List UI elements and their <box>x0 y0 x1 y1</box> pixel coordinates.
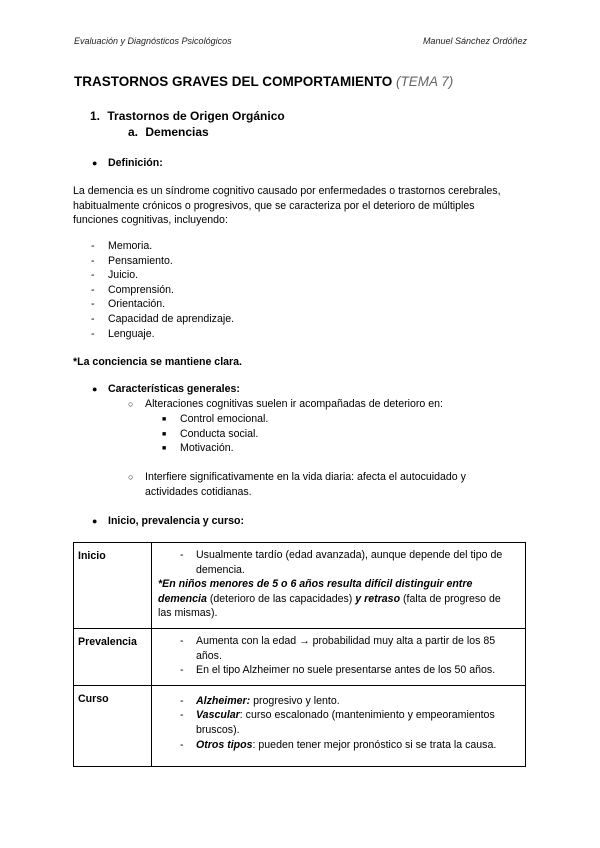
inicio-heading-label: Inicio, prevalencia y curso: <box>108 515 245 527</box>
row-label: Curso <box>74 685 152 766</box>
list-item: - Juicio. <box>91 269 139 282</box>
caracteristicas-item: ○ Interfiere significativamente en la vida diaria: afecta el autocuidado y actividades cotidianas. <box>128 471 466 498</box>
table-row <box>74 628 526 685</box>
list-item: - Capacidad de aprendizaje. <box>91 312 235 325</box>
subsection-letter: a. <box>128 125 139 139</box>
bullet-icon: ● <box>92 516 98 526</box>
square-bullet-icon: ■ <box>162 445 167 453</box>
row-label: Prevalencia <box>74 628 152 685</box>
header-right: Manuel Sánchez Ordóñez <box>422 36 527 46</box>
definicion-list <box>91 239 391 341</box>
row-content: - Aumenta con la edad → probabilidad muy alta a partir de los 85 años. - En el tipo Alzheimer no suele presentarse antes de los 50 años. <box>152 628 526 685</box>
list-item: ■ Conducta social. <box>162 427 462 442</box>
section-label: Trastornos de Origen Orgánico <box>107 109 285 123</box>
table-row <box>74 543 526 629</box>
row-content: - Alzheimer: progresivo y lento. - Vascular: curso escalonado (mantenimiento y empeoramientos bruscos). - Otros tipos: pueden tener mejor pronóstico si se trata la causa. <box>152 685 526 766</box>
conciencia-note: *La conciencia se mantiene clara. <box>73 356 242 368</box>
inicio-heading <box>92 514 244 529</box>
list-item: - Pensamiento. <box>91 254 173 267</box>
list-item: ■ Control emocional. <box>162 412 462 427</box>
caracteristicas-heading <box>92 382 240 397</box>
title-main: TRASTORNOS GRAVES DEL COMPORTAMIENTO <box>74 74 393 89</box>
row-content: - Usualmente tardío (edad avanzada), aunque depende del tipo de demencia. *En niños menores de 5 o 6 años resulta difícil distinguir entre demencia (deterioro de las capacidades) y retraso (falta de progreso de las mismas). <box>152 543 526 629</box>
caracteristicas-heading-label: Características generales: <box>108 383 240 395</box>
paragraph-line: funciones cognitivas, incluyendo: <box>73 214 228 227</box>
definicion-heading-label: Definición: <box>108 157 163 169</box>
caracteristicas-sublist <box>162 412 462 456</box>
bullet-icon: ● <box>92 158 98 168</box>
subsection-label: Demencias <box>145 125 209 139</box>
section-heading <box>90 109 285 123</box>
paragraph-line: habitualmente crónicos o progresivos, que se caracteriza por el deterioro de múltiples <box>73 199 475 212</box>
title-sub: (TEMA 7) <box>396 74 454 89</box>
circle-bullet-icon: ○ <box>128 399 134 409</box>
caracteristicas-item: ○ Alteraciones cognitivas suelen ir acompañadas de deterioro en: <box>128 398 443 410</box>
definicion-heading <box>92 156 163 171</box>
square-bullet-icon: ■ <box>162 430 167 438</box>
section-number: 1. <box>90 109 101 123</box>
row-label: Inicio <box>74 543 152 629</box>
list-item: - Orientación. <box>91 298 166 311</box>
definicion-paragraph <box>73 184 533 228</box>
circle-bullet-icon: ○ <box>128 472 134 482</box>
list-item: - Comprensión. <box>91 283 174 296</box>
table-row <box>74 685 526 766</box>
list-item: - Memoria. <box>91 240 153 252</box>
paragraph-line: La demencia es un síndrome cognitivo causado por enfermedades o trastornos cerebrales, <box>73 185 501 197</box>
info-table <box>73 542 526 767</box>
bullet-icon: ● <box>92 384 98 394</box>
subsection-heading <box>128 125 209 139</box>
list-item: ■ Motivación. <box>162 441 462 456</box>
page-title <box>74 74 453 89</box>
header-left: Evaluación y Diagnósticos Psicológicos <box>74 36 232 46</box>
square-bullet-icon: ■ <box>162 416 167 423</box>
list-item: - Lenguaje. <box>91 327 155 340</box>
